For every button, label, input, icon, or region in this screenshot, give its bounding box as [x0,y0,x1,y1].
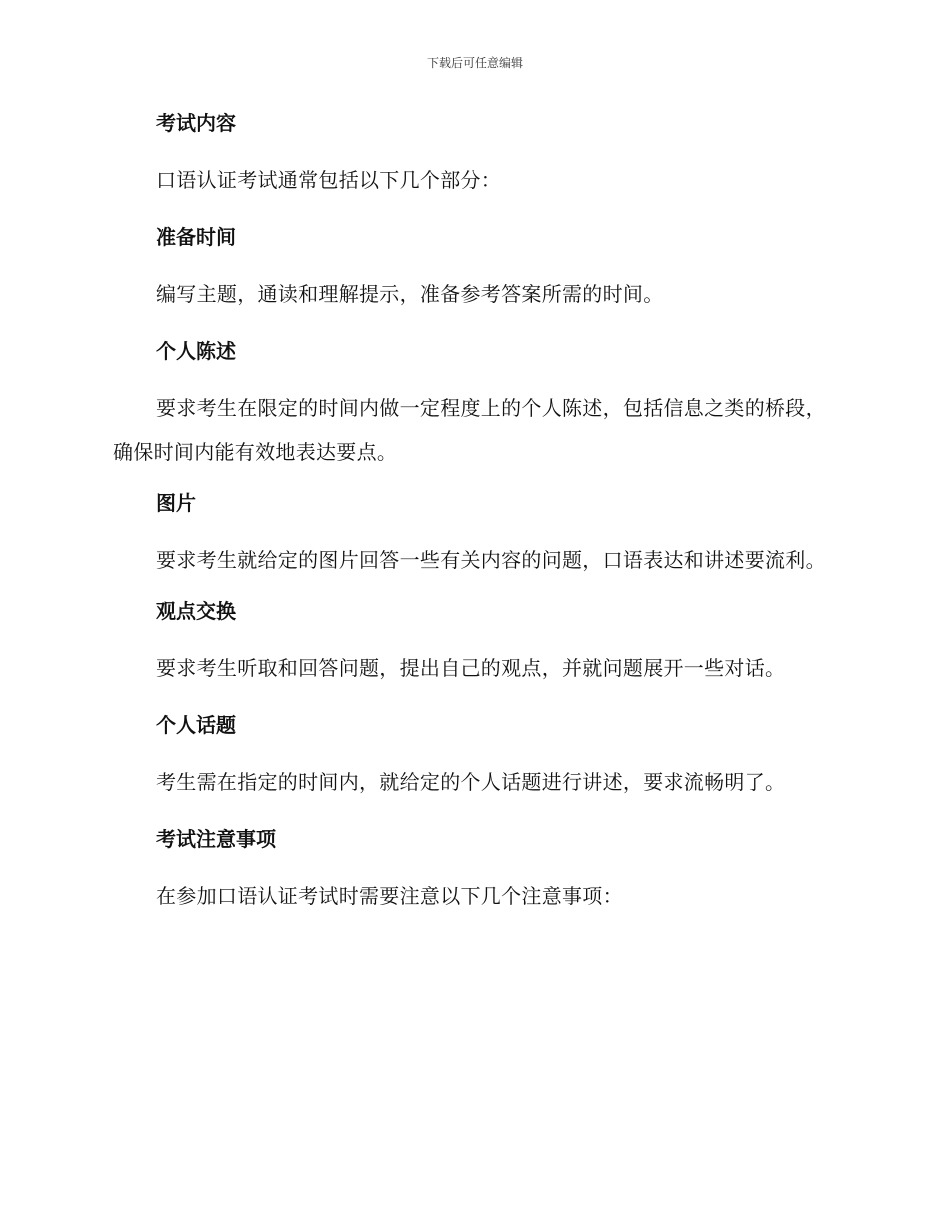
section-heading-exam-notes: 考试注意事项 [156,827,276,851]
section-heading-personal-topic: 个人话题 [156,713,236,737]
page-header: 下载后可任意编辑 [426,56,523,70]
section-body-exam-content: 口语认证考试通常包括以下几个部分： [156,168,502,192]
section-heading-exam-content: 考试内容 [156,111,236,135]
document-body [113,108,833,938]
section-body-prep-time: 编写主题，通读和理解提示，准备参考答案所需的时间。 [156,282,664,306]
section-body-personal-topic: 考生需在指定的时间内，就给定的个人话题进行讲述，要求流畅明了。 [156,770,786,794]
section-body-personal-statement: 要求考生在限定的时间内做一定程度上的个人陈述，包括信息之类的桥段，确保时间内能有效地表达要点。 [113,396,826,464]
section-body-exam-notes: 在参加口语认证考试时需要注意以下几个注意事项： [156,884,623,908]
section-heading-personal-statement: 个人陈述 [156,339,236,363]
section-body-opinion-exchange: 要求考生听取和回答问题，提出自己的观点，并就问题展开一些对话。 [156,656,786,680]
section-heading-picture: 图片 [156,491,196,515]
section-heading-opinion-exchange: 观点交换 [156,599,236,623]
section-body-picture: 要求考生就给定的图片回答一些有关内容的问题，口语表达和讲述要流利。 [156,548,826,572]
section-heading-prep-time: 准备时间 [156,225,236,249]
